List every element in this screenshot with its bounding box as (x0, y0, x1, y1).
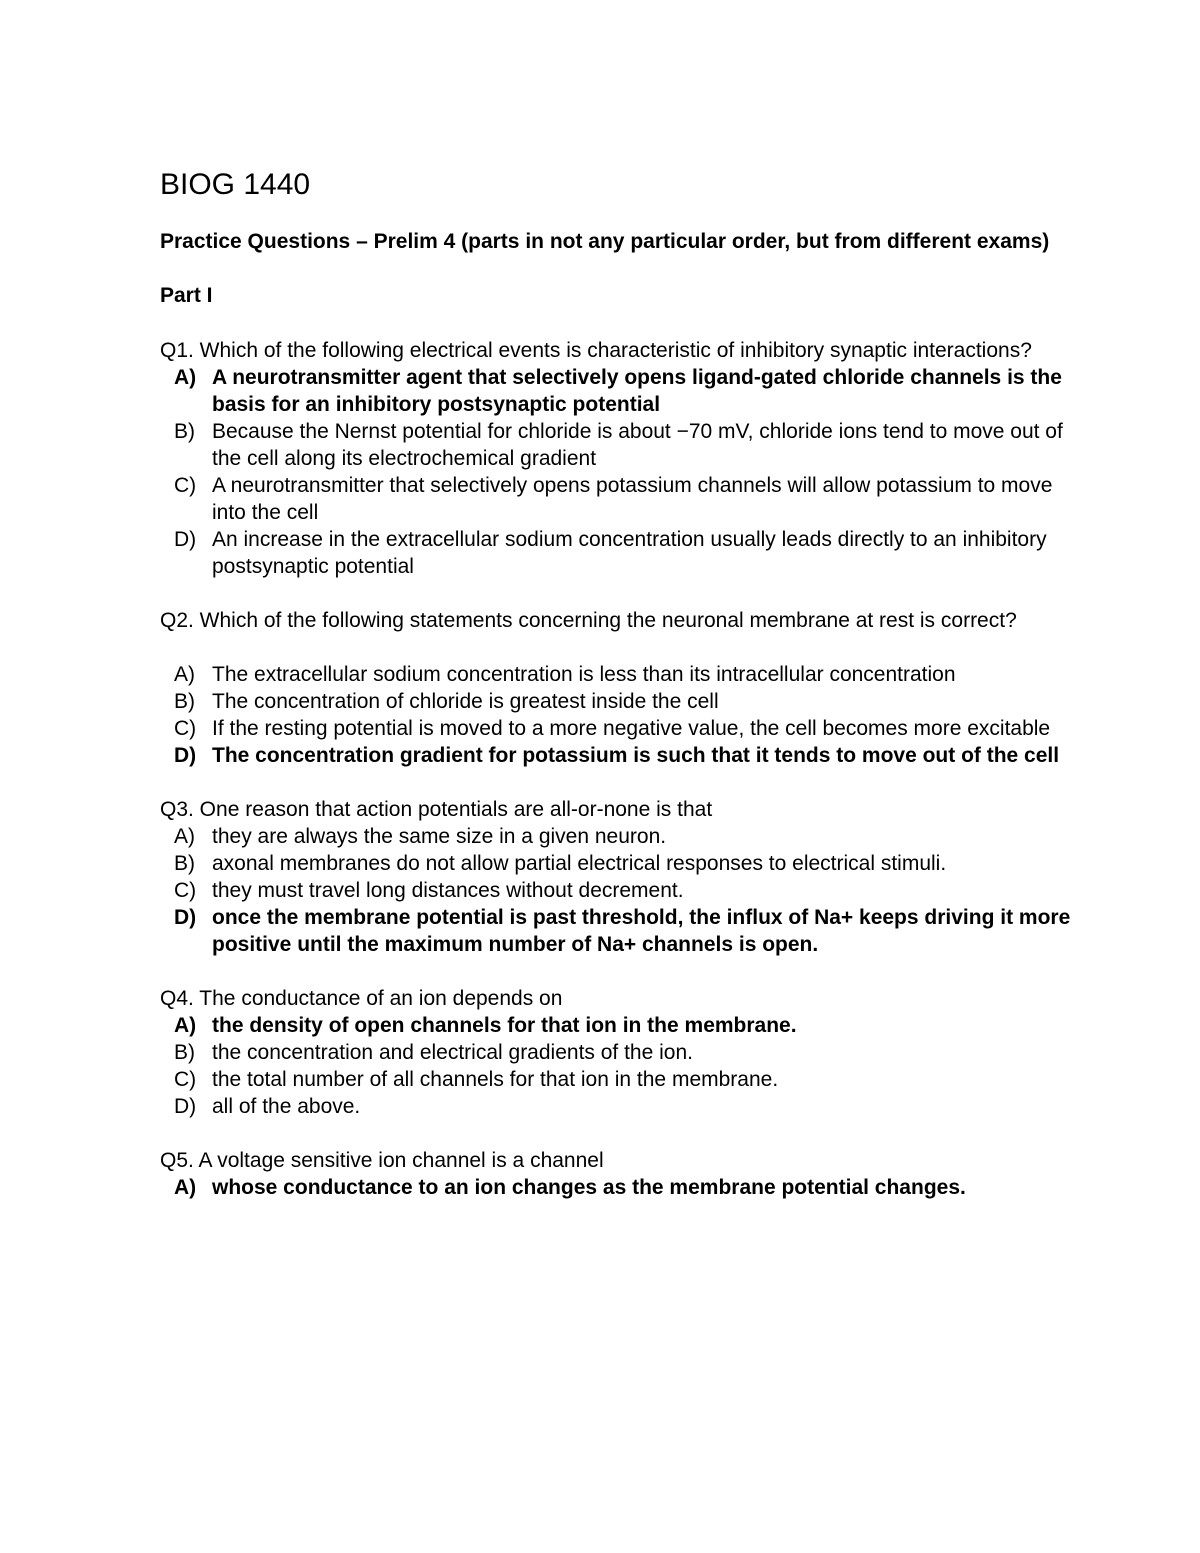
option-label: A) (174, 1176, 197, 1199)
question-stem: Q3. One reason that action potentials are all-or-none is that (160, 798, 713, 821)
option-text: A neurotransmitter that selectively opens potassium channels will allow potassium to move into the cell (212, 474, 1053, 524)
option-text: Because the Nernst potential for chloride is about −70 mV, chloride ions tend to move out of the cell along its electrochemical gradient (212, 420, 1063, 470)
answer-option-c (160, 877, 1080, 904)
option-text: A neurotransmitter agent that selectively opens ligand-gated chloride channels is the basis for an inhibitory postsynaptic potential (212, 366, 1062, 416)
question-4 (160, 985, 1080, 1120)
answer-option-d (160, 1093, 1080, 1120)
answer-options (160, 1174, 1080, 1201)
option-label: D) (174, 528, 197, 551)
question-2 (160, 607, 1080, 769)
option-label: C) (174, 474, 197, 497)
option-text: The extracellular sodium concentration is less than its intracellular concentration (212, 663, 956, 686)
option-text: they are always the same size in a given neuron. (212, 825, 667, 848)
answer-option-c (160, 472, 1080, 526)
question-stem: Q5. A voltage sensitive ion channel is a channel (160, 1149, 604, 1172)
option-label: B) (174, 1041, 195, 1064)
question-5 (160, 1147, 1080, 1201)
option-text: the density of open channels for that ion in the membrane. (212, 1014, 797, 1037)
option-label: B) (174, 690, 195, 713)
answer-options (160, 364, 1080, 580)
option-label: A) (174, 366, 197, 389)
option-label: B) (174, 420, 195, 443)
option-label: D) (174, 744, 197, 767)
option-text: the total number of all channels for that ion in the membrane. (212, 1068, 779, 1091)
answer-option-a-correct (160, 1174, 1080, 1201)
answer-options (160, 823, 1080, 958)
option-text: axonal membranes do not allow partial electrical responses to electrical stimuli. (212, 852, 947, 875)
answer-option-c (160, 715, 1080, 742)
option-label: C) (174, 717, 197, 740)
option-text: If the resting potential is moved to a more negative value, the cell becomes more excitable (212, 717, 1051, 740)
answer-option-a (160, 823, 1080, 850)
option-text: The concentration gradient for potassium is such that it tends to move out of the cell (212, 744, 1060, 767)
option-label: A) (174, 1014, 197, 1037)
option-text: whose conductance to an ion changes as the membrane potential changes. (212, 1176, 966, 1199)
answer-option-b (160, 850, 1080, 877)
option-label: D) (174, 1095, 197, 1118)
answer-option-b (160, 688, 1080, 715)
option-label: C) (174, 1068, 197, 1091)
question-1 (160, 337, 1080, 580)
question-stem: Q4. The conductance of an ion depends on (160, 987, 563, 1010)
answer-option-a (160, 661, 1080, 688)
option-text: the concentration and electrical gradients of the ion. (212, 1041, 693, 1064)
document-subtitle: Practice Questions – Prelim 4 (parts in not any particular order, but from different exams) (160, 230, 1050, 253)
part-heading: Part I (160, 284, 213, 307)
question-stem: Q1. Which of the following electrical events is characteristic of inhibitory synaptic interactions? (160, 339, 1032, 362)
option-label: D) (174, 906, 197, 929)
option-text: The concentration of chloride is greatest inside the cell (212, 690, 719, 713)
answer-option-a-correct (160, 1012, 1080, 1039)
document-page (160, 166, 1080, 1201)
option-text: An increase in the extracellular sodium concentration usually leads directly to an inhibitory postsynaptic potential (212, 528, 1047, 578)
option-label: A) (174, 663, 195, 686)
option-label: A) (174, 825, 195, 848)
answer-option-d-correct (160, 742, 1080, 769)
option-text: they must travel long distances without decrement. (212, 879, 684, 902)
option-label: C) (174, 879, 197, 902)
answer-option-b (160, 1039, 1080, 1066)
question-3 (160, 796, 1080, 958)
option-text: all of the above. (212, 1095, 361, 1118)
answer-options (160, 1012, 1080, 1120)
option-label: B) (174, 852, 195, 875)
answer-options (160, 661, 1080, 769)
course-title: BIOG 1440 (160, 168, 311, 201)
question-stem: Q2. Which of the following statements concerning the neuronal membrane at rest is correct? (160, 609, 1017, 632)
answer-option-d (160, 526, 1080, 580)
answer-option-a-correct (160, 364, 1080, 418)
answer-option-b (160, 418, 1080, 472)
option-text: once the membrane potential is past threshold, the influx of Na+ keeps driving it more positive until the maximum number of Na+ channels is open. (212, 906, 1071, 956)
answer-option-d-correct (160, 904, 1080, 958)
answer-option-c (160, 1066, 1080, 1093)
